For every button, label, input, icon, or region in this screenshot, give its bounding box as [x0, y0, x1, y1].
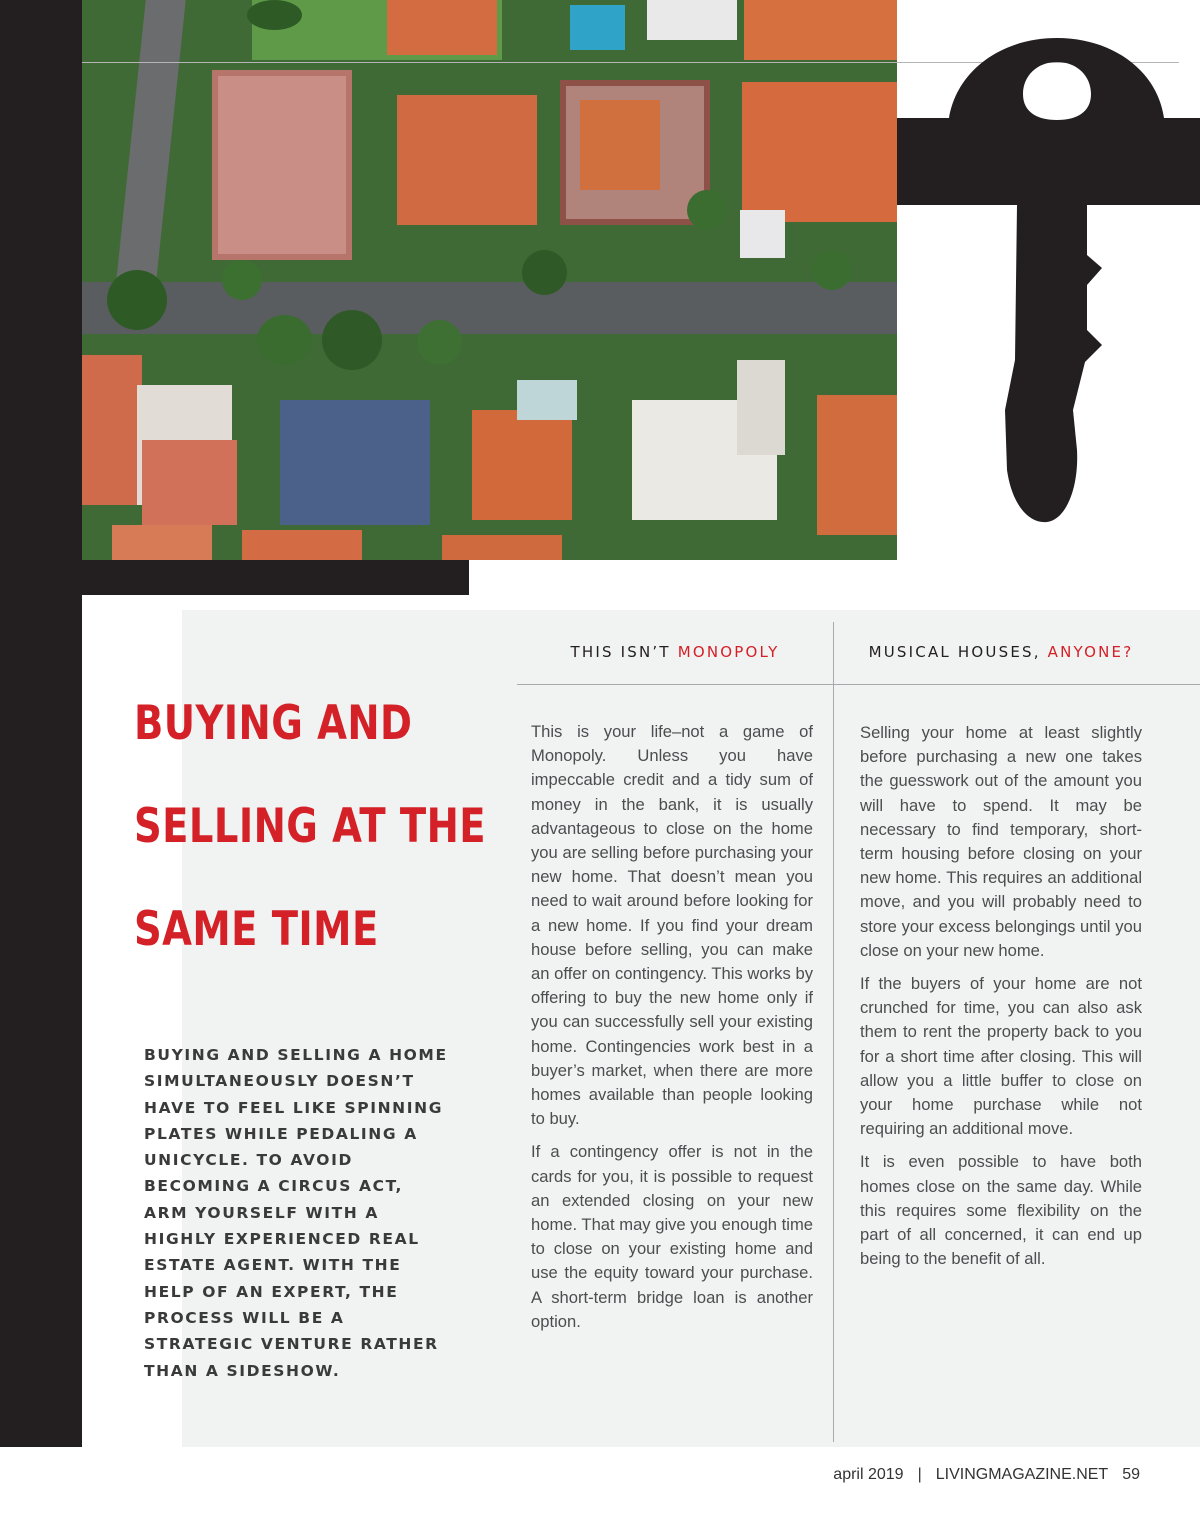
column-divider [833, 622, 834, 1442]
column-2-paragraph-1: Selling your home at least slightly before purchasing a new one takes the guesswork out of the amount you will have to spend. It may be necessary to find temporary, short-term housing before closing on your new home. This requires an additional move, and you will probably need to store your excess belongings until you close on your new home. [860, 723, 1142, 960]
headline-line-2: SELLING AT THE [134, 799, 486, 854]
column-1-paragraph-1: This is your life–not a game of Monopoly. Unless you have impeccable credit and a tidy sum of money in the bank, it is usually advantageous to close on the home you are selling before purchasing your new home. That doesn’t mean you need to wait around before looking for a new home. If you find your dream house before selling, you can make an offer on contingency. This works by offering to buy the new home only if you can successfully sell your existing home. Contingencies work best in a buyer’s market, when there are more homes available than people looking to buy. [531, 722, 813, 1129]
column-2-heading-plain: MUSICAL HOUSES, [868, 643, 1048, 661]
aerial-neighborhood-photo [82, 0, 897, 560]
footer-separator: | [917, 1466, 922, 1483]
column-2-paragraph-2: If the buyers of your home are not crunched for time, you can also ask them to rent the property back to you for a short time after closing. This will allow you a little buffer to close on your home purchase while not requiring an additional move. [860, 974, 1142, 1139]
column-2-paragraph-3: It is even possible to have both homes close on the same day. While this requires some flexibility on the part of all concerned, it can end up being to the benefit of all. [860, 1152, 1142, 1269]
column-1-heading-plain: THIS ISN’T [570, 643, 678, 661]
column-1-heading-accent: MONOPOLY [677, 643, 780, 661]
column-heading-rule [517, 684, 1200, 685]
column-1-heading [517, 643, 833, 661]
key-silhouette [897, 0, 1200, 560]
column-1-paragraph-2: If a contingency offer is not in the cards for you, it is possible to request an extended closing on your new home. That may give you enough time to close on your existing home and use the equity toward your purchase. A short-term bridge loan is another option. [531, 1142, 813, 1331]
footer-site-link[interactable]: LIVINGMAGAZINE.NET [935, 1466, 1109, 1483]
column-2-heading-accent: ANYONE? [1047, 643, 1134, 661]
article-headline [134, 672, 486, 981]
column-2-body [860, 721, 1142, 1280]
column-2-heading [834, 643, 1168, 661]
footer-month: april 2019 [833, 1466, 904, 1483]
page-number: 59 [1122, 1466, 1140, 1483]
black-frame-left [0, 0, 82, 1447]
headline-line-3: SAME TIME [134, 902, 379, 957]
column-1-body [531, 720, 813, 1343]
page-footer [760, 1466, 1140, 1506]
article-intro: BUYING AND SELLING A HOME SIMULTANEOUSLY DOESN’T HAVE TO FEEL LIKE SPINNING PLATES WHILE PEDALING A UNICYCLE. TO AVOID BECOMING A CIRCUS ACT, ARM YOURSELF WITH A HIGHLY EXPERIENCED REAL ESTATE AGENT. WITH THE HELP OF AN EXPERT, THE PROCESS WILL BE A STRATEGIC VENTURE RATHER THAN A SIDESHOW. [144, 1046, 448, 1380]
headline-line-1: BUYING AND [134, 696, 413, 751]
